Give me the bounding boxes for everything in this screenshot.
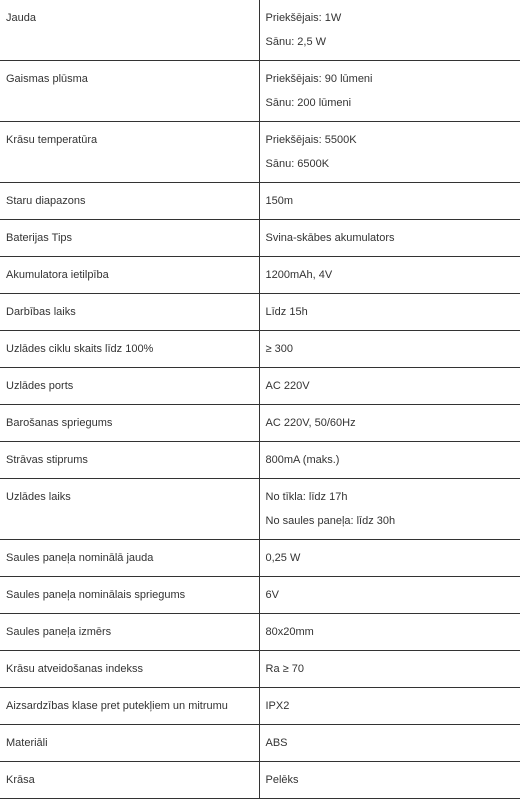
spec-value-cell <box>259 762 520 799</box>
spec-label-cell <box>0 442 259 479</box>
spec-label: Strāvas stiprums <box>6 454 88 466</box>
spec-value: 1200mAh, 4V <box>265 269 333 281</box>
spec-label-cell <box>0 220 259 257</box>
spec-label: Barošanas spriegums <box>6 417 113 429</box>
spec-value-cell <box>259 257 520 294</box>
table-row <box>0 220 520 257</box>
table-row <box>0 442 520 479</box>
spec-label: Gaismas plūsma <box>6 73 88 85</box>
table-row <box>0 122 520 183</box>
spec-label-cell <box>0 368 259 405</box>
spec-value-cell <box>259 442 520 479</box>
table-row <box>0 651 520 688</box>
spec-value-cell <box>259 0 520 61</box>
spec-label-cell <box>0 257 259 294</box>
spec-label-cell <box>0 540 259 577</box>
spec-label: Jauda <box>6 12 36 24</box>
spec-label-cell <box>0 405 259 442</box>
spec-value: Sānu: 2,5 W <box>265 36 327 48</box>
spec-label: Krāsu atveidošanas indekss <box>6 663 143 675</box>
spec-value: IPX2 <box>265 700 290 712</box>
table-row <box>0 331 520 368</box>
spec-value: AC 220V, 50/60Hz <box>265 417 356 429</box>
spec-label: Uzlādes ciklu skaits līdz 100% <box>6 343 154 355</box>
table-row <box>0 61 520 122</box>
spec-value-cell <box>259 294 520 331</box>
spec-value: 80x20mm <box>265 626 314 638</box>
spec-label-cell <box>0 614 259 651</box>
spec-label: Akumulatora ietilpība <box>6 269 109 281</box>
spec-label: Krāsa <box>6 774 35 786</box>
spec-label: Saules paneļa nominālais spriegums <box>6 589 186 601</box>
table-row <box>0 368 520 405</box>
spec-value-cell <box>259 405 520 442</box>
table-row <box>0 183 520 220</box>
spec-value-cell <box>259 614 520 651</box>
spec-value-cell <box>259 651 520 688</box>
spec-value-cell <box>259 61 520 122</box>
table-row <box>0 0 520 61</box>
table-row <box>0 405 520 442</box>
spec-label-cell <box>0 688 259 725</box>
spec-label-cell <box>0 577 259 614</box>
spec-value: Sānu: 6500K <box>265 158 330 170</box>
spec-label: Staru diapazons <box>6 195 86 207</box>
spec-label-cell <box>0 479 259 540</box>
spec-label-cell <box>0 651 259 688</box>
spec-value: 800mA (maks.) <box>265 454 340 466</box>
table-row <box>0 294 520 331</box>
spec-value-cell <box>259 540 520 577</box>
spec-value-cell <box>259 122 520 183</box>
spec-value: No tīkla: līdz 17h <box>265 491 348 503</box>
spec-value: AC 220V <box>265 380 310 392</box>
spec-label: Baterijas Tips <box>6 232 73 244</box>
spec-label: Uzlādes laiks <box>6 491 71 503</box>
spec-value: 150m <box>265 195 294 207</box>
spec-value: No saules paneļa: līdz 30h <box>265 515 396 527</box>
spec-value: Priekšējais: 1W <box>265 12 342 24</box>
spec-value: ≥ 300 <box>265 343 293 355</box>
spec-label-cell <box>0 294 259 331</box>
spec-label-cell <box>0 61 259 122</box>
spec-label: Saules paneļa izmērs <box>6 626 112 638</box>
table-row <box>0 725 520 762</box>
spec-value: ABS <box>265 737 288 749</box>
spec-value-cell <box>259 688 520 725</box>
spec-label: Uzlādes ports <box>6 380 74 392</box>
spec-value: Svina-skābes akumulators <box>265 232 395 244</box>
spec-label-cell <box>0 122 259 183</box>
table-row <box>0 257 520 294</box>
spec-value: Ra ≥ 70 <box>265 663 304 675</box>
spec-value: Priekšējais: 90 lūmeni <box>265 73 373 85</box>
table-row <box>0 762 520 799</box>
spec-value-cell <box>259 577 520 614</box>
table-row <box>0 688 520 725</box>
spec-label-cell <box>0 725 259 762</box>
spec-value-cell <box>259 725 520 762</box>
spec-label-cell <box>0 762 259 799</box>
spec-label-cell <box>0 183 259 220</box>
spec-value-cell <box>259 368 520 405</box>
spec-label: Darbības laiks <box>6 306 76 318</box>
table-row <box>0 614 520 651</box>
spec-label: Krāsu temperatūra <box>6 134 98 146</box>
spec-value: Priekšējais: 5500K <box>265 134 357 146</box>
table-row <box>0 479 520 540</box>
spec-value-cell <box>259 331 520 368</box>
table-row <box>0 577 520 614</box>
spec-label-cell <box>0 0 259 61</box>
spec-value: 6V <box>265 589 279 601</box>
spec-label-cell <box>0 331 259 368</box>
spec-label: Aizsardzības klase pret putekļiem un mitrumu <box>6 700 228 712</box>
spec-value-cell <box>259 220 520 257</box>
spec-value: Pelēks <box>265 774 299 786</box>
spec-value: Līdz 15h <box>265 306 308 318</box>
spec-label: Saules paneļa nominālā jauda <box>6 552 154 564</box>
table-row <box>0 540 520 577</box>
spec-value-cell <box>259 183 520 220</box>
spec-value: Sānu: 200 lūmeni <box>265 97 352 109</box>
spec-value-cell <box>259 479 520 540</box>
spec-label: Materiāli <box>6 737 48 749</box>
spec-value: 0,25 W <box>265 552 301 564</box>
